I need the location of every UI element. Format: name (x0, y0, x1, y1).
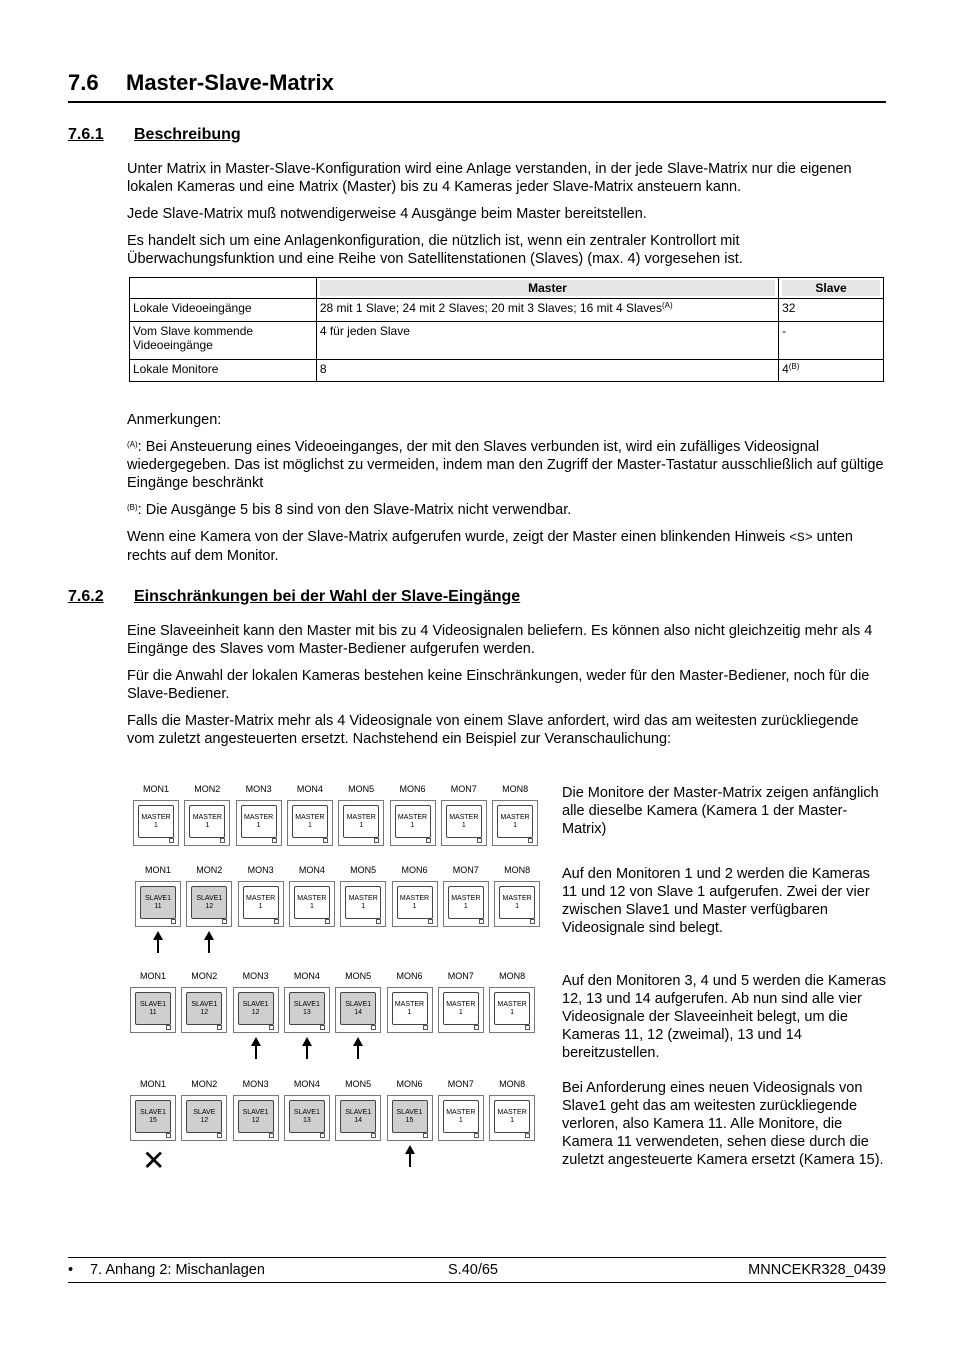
monitor-box (135, 881, 181, 927)
blink-indicator-icon (376, 919, 381, 924)
restriction-paragraphs (127, 622, 887, 748)
monitor-screen: MASTER 1 (292, 805, 328, 838)
blink-indicator-icon (269, 1133, 274, 1138)
blink-indicator-icon (423, 1133, 428, 1138)
monitor-label: MON1 (139, 1079, 166, 1089)
monitor-screen: SLAVE1 15 (392, 1100, 428, 1133)
blink-indicator-icon (220, 838, 225, 843)
monitor-box (233, 987, 279, 1033)
paragraph: Unter Matrix in Master-Slave-Konfiguration wird eine Anlage verstanden, in der jede Slave-Matrix nur die eigenen lokalen Kameras und eine Matrix (Master) bis zu 4 Kameras jeder Slave-Matrix ansteuern kann. (127, 161, 852, 195)
monitor-screen: MASTER 1 (392, 992, 428, 1025)
monitor-label: MON6 (399, 784, 426, 794)
monitor-label: MON5 (348, 784, 375, 794)
monitor-box (233, 1095, 279, 1141)
monitor-box (387, 1095, 433, 1141)
monitor-label: MON4 (293, 971, 320, 981)
monitor-screen: MASTER 1 (345, 886, 381, 919)
step-text-3: Auf den Monitoren 3, 4 und 5 werden die Kameras 12, 13 und 14 aufgerufen. Ab nun sind alle vier Videosignale der Slaveeinheit belegt, um die Kameras 11, 12 (zweimal), 13 und 14 bereitzustellen. (562, 973, 887, 1061)
monitor-screen: SLAVE1 11 (140, 886, 176, 919)
monitor-screen: MASTER 1 (189, 805, 225, 838)
monitor-label: MON7 (452, 865, 479, 875)
monitor-screen: MASTER 1 (446, 805, 482, 838)
cross-icon: ✕ (142, 1145, 166, 1176)
monitor-screen: SLAVE 12 (186, 1100, 222, 1133)
monitor-label: MON1 (142, 784, 169, 794)
blink-indicator-icon (477, 838, 482, 843)
table-header (130, 278, 317, 299)
monitor-label: MON6 (396, 1079, 423, 1089)
config-table (129, 277, 884, 382)
monitor-box (284, 987, 330, 1033)
arrow-up-icon (157, 939, 159, 953)
monitor-screen: MASTER 1 (243, 886, 279, 919)
step-text-2: Auf den Monitoren 1 und 2 werden die Kameras 11 und 12 von Slave 1 aufgerufen. Zwei der vier zwischen Slave1 und Master verfügbaren Videosignale sind belegt. (562, 866, 870, 936)
monitor-screen: MASTER 1 (497, 805, 533, 838)
footer-bullet: • (68, 1262, 74, 1278)
monitor-label: MON1 (139, 971, 166, 981)
monitor-label: MON2 (194, 784, 221, 794)
blink-indicator-icon (371, 1025, 376, 1030)
monitor-box (284, 1095, 330, 1141)
monitor-label: MON4 (296, 784, 323, 794)
monitor-screen: SLAVE1 15 (135, 1100, 171, 1133)
table-cell: 4 für jeden Slave (316, 322, 778, 360)
table-cell: - (779, 322, 884, 360)
blink-note: Wenn eine Kamera von der Slave-Matrix aufgerufen wurde, zeigt der Master einen blinkenden Hinweis <S> unten rechts auf dem Monitor. (127, 529, 853, 564)
monitor-screen: SLAVE1 13 (289, 992, 325, 1025)
monitor-label: MON4 (293, 1079, 320, 1089)
footer-rule-bottom (68, 1282, 886, 1283)
monitor-label: MON8 (504, 865, 531, 875)
monitor-box (489, 1095, 535, 1141)
monitor-box (238, 881, 284, 927)
monitor-screen: MASTER 1 (443, 992, 479, 1025)
monitor-screen: SLAVE1 12 (238, 1100, 274, 1133)
table-header: Master (316, 278, 778, 299)
monitor-box (492, 800, 538, 846)
paragraph: Jede Slave-Matrix muß notwendigerweise 4 Ausgänge beim Master bereitstellen. (127, 206, 647, 222)
blink-indicator-icon (525, 1133, 530, 1138)
table-cell: $4^{(B)}$ (779, 360, 884, 382)
monitor-box (184, 800, 230, 846)
monitor-screen: MASTER 1 (443, 1100, 479, 1133)
monitor-screen: MASTER 1 (395, 805, 431, 838)
arrow-up-icon (208, 939, 210, 953)
notes (127, 411, 887, 565)
step-text-4: Bei Anforderung eines neuen Videosignals von Slave1 geht das am weitesten zurückliegende verloren, also Kamera 11. Alle Monitore, die Kamera 11 verwendeten, sehen diese durch die zuletzt angesteuerte Kamera ersetzt (Kamera 15). (562, 1080, 884, 1168)
heading-rule (68, 101, 886, 103)
monitor-screen: SLAVE1 12 (186, 992, 222, 1025)
subsection-number: 7.6.1 (68, 126, 104, 143)
monitor-label: MON3 (245, 784, 272, 794)
paragraph: Eine Slaveeinheit kann den Master mit bis zu 4 Videosignalen beliefern. Es können also nicht gleichzeitig mehr als 4 Eingänge des Slaves vom Master-Bediener aufgerufen werden. (127, 623, 873, 657)
blink-indicator-icon (374, 838, 379, 843)
monitor-label: MON5 (345, 971, 372, 981)
monitor-screen: SLAVE1 13 (289, 1100, 325, 1133)
paragraph: Falls die Master-Matrix mehr als 4 Videosignale von einem Slave anfordert, wird das am weitesten zurückliegende vom zuletzt angesteuerten ersetzt. Nachstehend ein Beispiel zur Veranschaulichung: (127, 713, 859, 747)
monitor-box (441, 800, 487, 846)
blink-indicator-icon (169, 838, 174, 843)
blink-indicator-icon (222, 919, 227, 924)
blink-indicator-icon (325, 919, 330, 924)
monitor-box (335, 1095, 381, 1141)
monitor-label: MON4 (298, 865, 325, 875)
monitor-label: MON7 (447, 1079, 474, 1089)
blink-indicator-icon (423, 1025, 428, 1030)
footer-doc-id: MNNCEKR328_0439 (748, 1262, 886, 1278)
blink-indicator-icon (530, 919, 535, 924)
blink-indicator-icon (274, 919, 279, 924)
blink-indicator-icon (371, 1133, 376, 1138)
monitor-box (236, 800, 282, 846)
arrow-up-icon (357, 1045, 359, 1059)
monitor-label: MON8 (499, 971, 526, 981)
blink-indicator-icon (269, 1025, 274, 1030)
table-row (130, 322, 884, 360)
monitor-screen: SLAVE1 14 (340, 1100, 376, 1133)
monitor-box (443, 881, 489, 927)
monitor-box (340, 881, 386, 927)
monitor-screen: MASTER 1 (499, 886, 535, 919)
monitor-label: MON6 (396, 971, 423, 981)
blink-indicator-icon (474, 1133, 479, 1138)
monitor-label: MON5 (345, 1079, 372, 1089)
monitor-box (494, 881, 540, 927)
monitor-box (287, 800, 333, 846)
arrow-up-icon (306, 1045, 308, 1059)
monitor-box (392, 881, 438, 927)
monitor-label: MON3 (247, 865, 274, 875)
monitor-screen: MASTER 1 (397, 886, 433, 919)
monitor-screen: SLAVE1 12 (238, 992, 274, 1025)
paragraph: Es handelt sich um eine Anlagenkonfiguration, die nützlich ist, wenn ein zentraler Kontrollort mit Überwachungsfunktion und eine Reihe von Satellitenstationen (Slaves) (max. 4) vorgesehen ist. (127, 233, 743, 267)
subsection-heading-1 (68, 126, 241, 144)
blink-indicator-icon (272, 838, 277, 843)
monitor-box (130, 987, 176, 1033)
footer-page: S.40/65 (448, 1262, 498, 1278)
blink-indicator-icon (166, 1025, 171, 1030)
blink-indicator-icon (217, 1025, 222, 1030)
monitor-label: MON8 (502, 784, 529, 794)
monitor-diagram (128, 780, 542, 1180)
monitor-label: MON2 (196, 865, 223, 875)
note-b: $^{(B)}$: Die Ausgänge 5 bis 8 sind von den Slave-Matrix nicht verwendbar. (127, 502, 572, 518)
monitor-box (181, 1095, 227, 1141)
monitor-screen: MASTER 1 (294, 886, 330, 919)
section-number: 7.6 (68, 70, 99, 95)
section-heading (68, 70, 334, 96)
monitor-label: MON3 (242, 1079, 269, 1089)
monitor-box (289, 881, 335, 927)
blink-indicator-icon (217, 1133, 222, 1138)
step-text-1: Die Monitore der Master-Matrix zeigen anfänglich alle dieselbe Kamera (Kamera 1 der Master-Matrix) (562, 785, 879, 837)
footer-rule-top (68, 1257, 886, 1258)
monitor-label: MON2 (191, 1079, 218, 1089)
blink-indicator-icon (171, 919, 176, 924)
table-row (130, 299, 884, 322)
blink-indicator-icon (323, 838, 328, 843)
monitor-box (390, 800, 436, 846)
subsection-title: Einschränkungen bei der Wahl der Slave-Eingänge (134, 588, 521, 605)
blink-indicator-icon (166, 1133, 171, 1138)
blink-indicator-icon (320, 1133, 325, 1138)
monitor-box (489, 987, 535, 1033)
monitor-box (387, 987, 433, 1033)
blink-indicator-icon (479, 919, 484, 924)
note-a: $^{(A)}$: Bei Ansteuerung eines Videoeinganges, der mit den Slaves verbunden ist, wird ein zufälliges Videosignal wiedergegeben. Das ist möglichst zu vermeiden, indem man den Zugriff der Master-Tastatur ausschließlich auf gültige Eingänge beschränkt (127, 439, 884, 491)
blink-indicator-icon (428, 919, 433, 924)
monitor-box (438, 987, 484, 1033)
monitor-screen: SLAVE1 14 (340, 992, 376, 1025)
blink-indicator-icon (528, 838, 533, 843)
table-header: Slave (779, 278, 884, 299)
monitor-label: MON1 (144, 865, 171, 875)
arrow-up-icon (255, 1045, 257, 1059)
monitor-screen: MASTER 1 (448, 886, 484, 919)
table-header-row (130, 278, 884, 299)
arrow-up-icon (409, 1153, 411, 1167)
monitor-screen: MASTER 1 (241, 805, 277, 838)
table-cell: Vom Slave kommende Videoeingänge (130, 322, 317, 360)
table-row (130, 360, 884, 382)
subsection-heading-2 (68, 588, 520, 606)
monitor-label: MON8 (499, 1079, 526, 1089)
monitor-screen: MASTER 1 (494, 992, 530, 1025)
monitor-box (335, 987, 381, 1033)
table-cell: Lokale Monitore (130, 360, 317, 382)
monitor-label: MON2 (191, 971, 218, 981)
monitor-label: MON6 (401, 865, 428, 875)
monitor-box (181, 987, 227, 1033)
subsection-title: Beschreibung (134, 126, 241, 143)
monitor-label: MON7 (450, 784, 477, 794)
section-title: Master-Slave-Matrix (126, 70, 334, 95)
monitor-label: MON5 (350, 865, 377, 875)
monitor-screen: MASTER 1 (138, 805, 174, 838)
paragraph: Für die Anwahl der lokalen Kameras bestehen keine Einschränkungen, weder für den Master-Bediener, noch für die Slave-Bediener. (127, 668, 870, 702)
monitor-screen: MASTER 1 (494, 1100, 530, 1133)
monitor-label: MON3 (242, 971, 269, 981)
monitor-screen: SLAVE1 12 (191, 886, 227, 919)
blink-indicator-icon (474, 1025, 479, 1030)
monitor-box (130, 1095, 176, 1141)
table-cell: 8 (316, 360, 778, 382)
blink-indicator-icon (525, 1025, 530, 1030)
description-paragraphs (127, 160, 887, 268)
monitor-box (338, 800, 384, 846)
monitor-box (186, 881, 232, 927)
monitor-screen: SLAVE1 11 (135, 992, 171, 1025)
monitor-label: MON7 (447, 971, 474, 981)
notes-heading: Anmerkungen: (127, 412, 222, 428)
table-cell: 32 (779, 299, 884, 322)
blink-indicator-icon (320, 1025, 325, 1030)
monitor-screen: MASTER 1 (343, 805, 379, 838)
monitor-box (438, 1095, 484, 1141)
table-cell: Lokale Videoeingänge (130, 299, 317, 322)
subsection-number: 7.6.2 (68, 588, 104, 605)
blink-indicator-icon (426, 838, 431, 843)
monitor-box (133, 800, 179, 846)
footer-chapter: 7. Anhang 2: Mischanlagen (90, 1262, 265, 1278)
table-cell: 28 mit 1 Slave; 24 mit 2 Slaves; 20 mit 3 Slaves; 16 mit 4 Slaves$^{(A)}$ (316, 299, 778, 322)
